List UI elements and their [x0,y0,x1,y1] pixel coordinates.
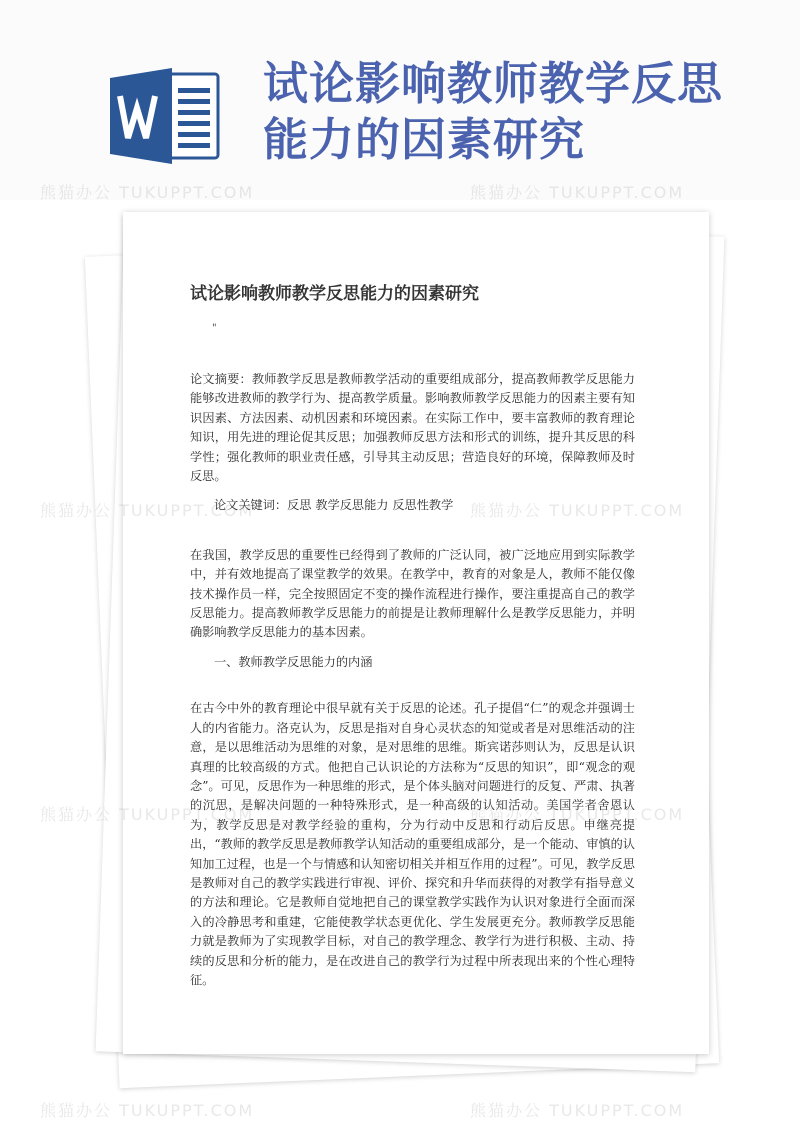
header-banner [0,0,800,200]
page-title: 试论影响教师教学反思能力的因素研究 [263,57,724,166]
document-body [190,282,635,990]
watermark: 熊猫办公 TUKUPPT.COM [40,183,255,202]
watermark: 熊猫办公 TUKUPPT.COM [40,805,255,824]
body-paragraph: 在古今中外的教育理论中很早就有关于反思的论述。孔子提倡“仁”的观念并强调士人的内省能力。洛克认为，反思是指对自身心灵状态的知觉或者是对思维活动的注意，是以思维活动为思维的对象，是对思维的思维。斯宾诺莎则认为，反思是认识真理的比较高级的方式。他把自己认识论的方法称为“反思的知识”，即“观念的观念”。可见，反思作为一种思维的形式，是个体头脑对问题进行的反复、严肃、执著的沉思，是解决问题的一种特殊形式，是一种高级的认知活动。美国学者舍恩认为，教学反思是对教学经验的重构，分为行动中反思和行动后反思。申继亮提出，“教师的教学反思是教师教学认知活动的重要组成部分，是一个能动、审慎的认知加工过程，也是一个与情感和认知密切相关并相互作用的过程”。可见，教学反思是教师对自己的教学实践进行审视、评价、探究和升华而获得的对教学有指导意义的方法和理论。它是教师自觉地把自己的课堂教学实践作为认识对象进行全面而深入的冷静思考和重建，它能使教学状态更优化、学生发展更充分。教师教学反思能力就是教师为了实现教学目标，对自己的教学理念、教学行为进行积极、主动、持续的反思和分析的能力，是在改进自己的教学行为过程中所表现出来的个性心理特征。 [190,701,635,987]
abstract-paragraph: 论文摘要：教师教学反思是教师教学活动的重要组成部分，提高教师教学反思能力能够改进教师的教学行为、提高教学质量。影响教师教学反思能力的因素主要有知识因素、方法因素、动机因素和环境因素。在实际工作中，要丰富教师的教育理论知识，用先进的理论促其反思；加强教师反思方法和形式的训练，提升其反思的科学性；强化教师的职业责任感，引导其主动反思；营造良好的环境，保障教师及时反思。 [190,372,635,484]
watermark: 熊猫办公 TUKUPPT.COM [470,805,685,824]
watermark: 熊猫办公 TUKUPPT.COM [40,501,255,520]
document-title: 试论影响教师教学反思能力的因素研究 [190,284,479,304]
section-heading: 一、教师教学反思能力的内涵 [214,654,373,669]
keywords-line: 论文关键词：反思 教学反思能力 反思性教学 [214,498,454,513]
watermark: 熊猫办公 TUKUPPT.COM [470,1101,685,1120]
watermark: 熊猫办公 TUKUPPT.COM [470,501,685,520]
intro-paragraph: 在我国，教学反思的重要性已经得到了教师的广泛认同，被广泛地应用到实际教学中，并有效地提高了课堂教学的效果。在教学中，教育的对象是人，教师不能仅像技术操作员一样，完全按照固定不变的操作流程进行操作，要注重提高自己的教学反思能力。提高教师教学反思能力的前提是让教师理解什么是教学反思能力，并明确影响教学反思能力的基本因素。 [190,547,635,640]
watermark: 熊猫办公 TUKUPPT.COM [470,183,685,202]
watermark: 熊猫办公 TUKUPPT.COM [40,1101,255,1120]
document-page [123,212,709,1054]
stray-quote-mark: " [212,323,217,334]
word-document-icon [110,68,222,164]
